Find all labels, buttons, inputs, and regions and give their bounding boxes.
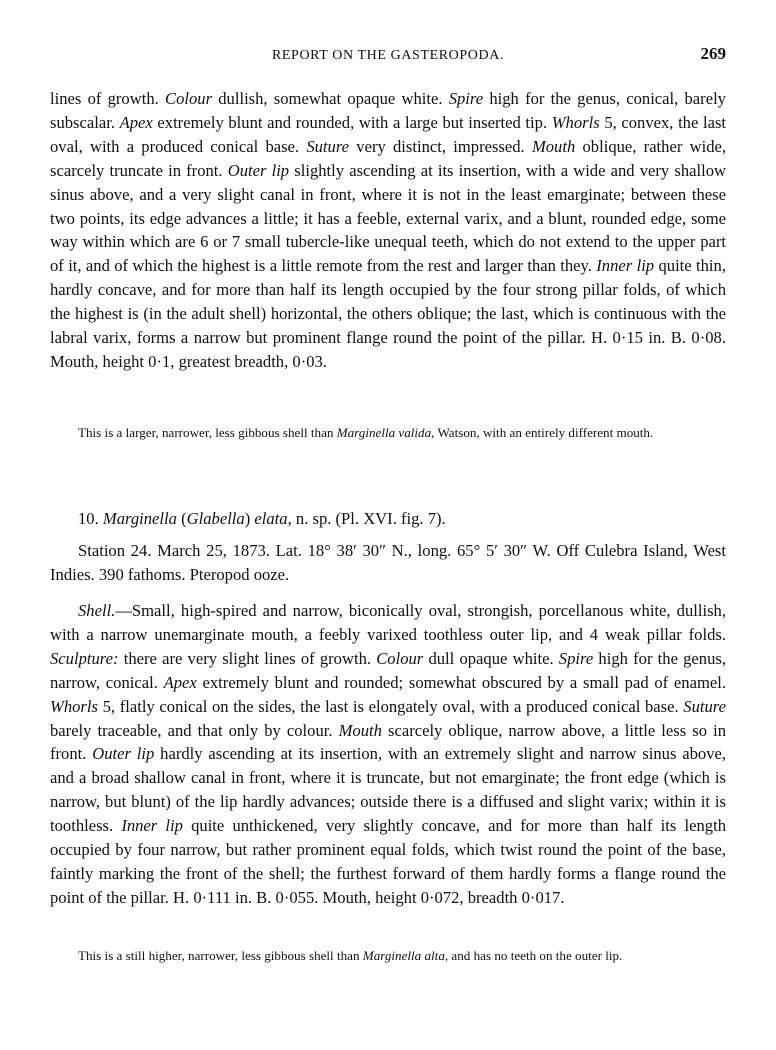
running-title: REPORT ON THE GASTEROPODA.: [271, 48, 505, 63]
station-text: Station 24. March 25, 1873. Lat. 18° 38′ 30″ N., long. 65° 5′ 30″ W. Off Culebra Island, West Indies. 390 fathoms. Pteropod ooze.: [50, 541, 726, 584]
station-record: [50, 539, 726, 587]
remark-note: [50, 422, 726, 444]
page-header: [50, 44, 726, 68]
note-paragraph: This is a larger, narrower, less gibbous shell than Marginella valida, Watson, with an entirely different mouth.: [78, 425, 654, 440]
page-number: 269: [700, 44, 726, 63]
shell-description: [50, 599, 726, 910]
note-paragraph: This is a still higher, narrower, less gibbous shell than Marginella alta, and has no teeth on the outer lip.: [78, 948, 623, 963]
description-continued: [50, 87, 726, 374]
paragraph: Shell.—Small, high-spired and narrow, biconically oval, strongish, porcellanous white, dullish, with a narrow unemarginate mouth, a feebly varixed toothless outer lip, and 4 weak pillar folds. Sculpture: there are very slight lines of growth. Colour dull opaque white. Spire high for the genus, narrow, conical. Apex extremely blunt and rounded; somewhat obscured by a small pad of enamel. Whorls 5, flatly conical on the sides, the last is elongately oval, with a produced conical base. Suture barely traceable, and that only by colour. Mouth scarcely oblique, narrow above, a little less so in front. Outer lip hardly ascending at its insertion, with an extremely slight and narrow sinus above, and a broad shallow canal in front, where it is truncate, but not emarginate; the front edge (which is narrow, but blunt) of the lip hardly advances; outside there is a diffused and slight varix; within it is toothless. Inner lip quite unthickened, very slightly concave, and for more than half its length occupied by four narrow, but rather prominent equal folds, which twist round the point of the base, faintly marking the front of the shell; the furthest forward of them hardly forms a flange round the point of the pillar. H. 0·111 in. B. 0·055. Mouth, height 0·072, breadth 0·017.: [50, 601, 726, 907]
remark-note: [50, 945, 726, 967]
species-title: 10. Marginella (Glabella) elata, n. sp. (Pl. XVI. fig. 7).: [78, 509, 446, 528]
paragraph: lines of growth. Colour dullish, somewhat opaque white. Spire high for the genus, conical, barely subscalar. Apex extremely blunt and rounded, with a large but inserted tip. Whorls 5, convex, the last oval, with a produced conical base. Suture very distinct, impressed. Mouth oblique, rather wide, scarcely truncate in front. Outer lip slightly ascending at its insertion, with a wide and very shallow sinus above, and a very slight canal in front, where it is not in the least emarginate; between these two points, its edge advances a little; it has a feeble, external varix, and a blunt, rounded edge, some way within which are 6 or 7 small tubercle-like unequal teeth, which do not extend to the upper part of it, and of which the highest is a little remote from the rest and larger than they. Inner lip quite thin, hardly concave, and for more than half its length occupied by the four strong pillar folds, of which the highest is (in the adult shell) horizontal, the others oblique; the last, which is continuous with the labral varix, forms a narrow but prominent flange round the point of the pillar. H. 0·15 in. B. 0·08. Mouth, height 0·1, greatest breadth, 0·03.: [50, 89, 727, 371]
species-heading: [50, 507, 726, 531]
